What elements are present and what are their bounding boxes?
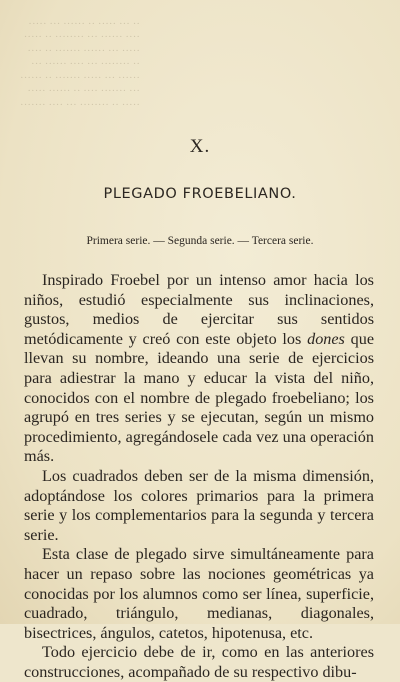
paragraph: Los cuadrados deben ser de la misma dimensión, adoptándose los colores primarios para la primera serie y los complementarios para la segunda y tercera serie. [24,466,374,544]
body-text [24,271,374,682]
emphasis-text: dones [307,329,345,348]
paragraph: Inspirado Froebel por un intenso amor hacia los niños, estudió especialmente sus inclinaciones, gustos, medios de ejercitar sus sentidos metódicamente y creó con este objeto los dones que llevan su nombre, ideando una serie de ejercicios para adiestrar la mano y educar la vista del niño, conocidos con el nombre de plegado froebeliano; los agrupó en tres series y se ejecutan, según un mismo procedimiento, agregándosele cada vez una operación más. [24,271,374,466]
paragraph: Todo ejercicio debe de ir, como en las anteriores construcciones, acompañado de su respectivo dibu- [24,643,374,681]
chapter-number: X. [189,136,211,157]
bleed-through-text: ·· ··· ····· ·· ······ ··· ····· ···· ······ ··· ········ ·· ····· ····· ··· ······ ······· ·· ···· ·· ········ ··· ···· ······ ··· ······ ··· ····· ······· ·· ······ ··· ······· ···· ·· ······ ····· ····· ·· ········ ··· ···· ······· [20,17,140,111]
chapter-title: PLEGADO FROEBELIANO. [103,186,297,202]
paragraph: Esta clase de plegado sirve simultáneamente para hacer un repaso sobre las nociones geométricas ya conocidas por los alumnos como ser línea, superficie, cuadrado, triángulo, medianas, diagonales, bisectrices, ángulos, catetos, hipotenusa, etc. [24,545,374,642]
series-subheading: Primera serie. — Segunda serie. — Tercera serie. [86,235,314,247]
